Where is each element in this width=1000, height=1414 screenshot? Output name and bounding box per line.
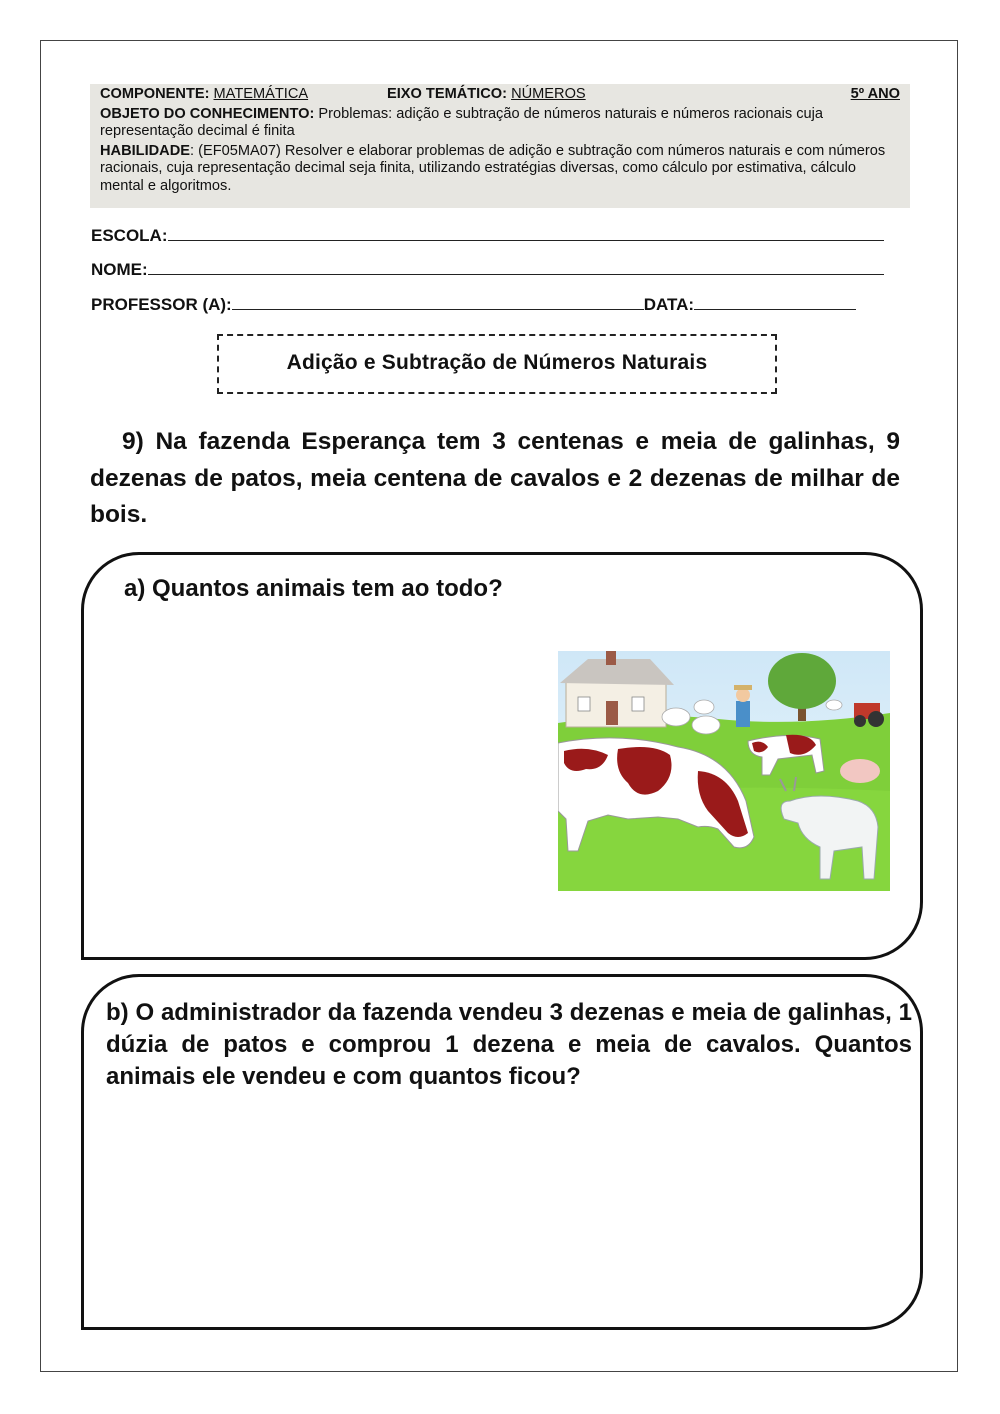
answer-box-a[interactable] (81, 552, 923, 960)
componente: COMPONENTE: MATEMÁTICA (100, 86, 309, 102)
escola-field[interactable]: ESCOLA: (91, 224, 884, 246)
grade-year: 5º ANO (850, 86, 900, 102)
farm-illustration-icon (558, 651, 890, 891)
part-a-question: a) Quantos animais tem ao todo? (124, 575, 503, 602)
part-b-question: b) O administrador da fazenda vendeu 3 dezenas e meia de galinhas, 1 dúzia de patos e comprou 1 dezena e meia de cavalos. Quantos animais ele vendeu e com quantos ficou? (106, 999, 912, 1090)
nome-field[interactable]: NOME: (91, 258, 884, 280)
question-9: 9) Na fazenda Esperança tem 3 centenas e meia de galinhas, 9 dezenas de patos, meia centena de cavalos e 2 dezenas de milhar de bois. (90, 428, 900, 528)
professor-field[interactable]: PROFESSOR (A): DATA: (91, 293, 856, 315)
curriculum-header (90, 84, 910, 208)
answer-box-b[interactable] (81, 974, 923, 1330)
habilidade: HABILIDADE: (EF05MA07) Resolver e elaborar problemas de adição e subtração com números naturais e com números racionais, cuja representação decimal seja finita, utilizando estratégias diversas, como cálculo por estimativa, cálculo mental e algoritmos. (100, 142, 886, 194)
header-row (100, 86, 900, 104)
professor-line[interactable] (232, 293, 644, 310)
eixo-tematico: EIXO TEMÁTICO: NÚMEROS (387, 86, 586, 102)
escola-line[interactable] (168, 224, 884, 241)
data-line[interactable] (694, 293, 856, 310)
objeto-conhecimento: OBJETO DO CONHECIMENTO: Problemas: adição e subtração de números naturais e números racionais cuja representação decimal é finita (100, 105, 823, 139)
nome-line[interactable] (148, 258, 884, 275)
worksheet-title: Adição e Subtração de Números Naturais (217, 334, 777, 394)
